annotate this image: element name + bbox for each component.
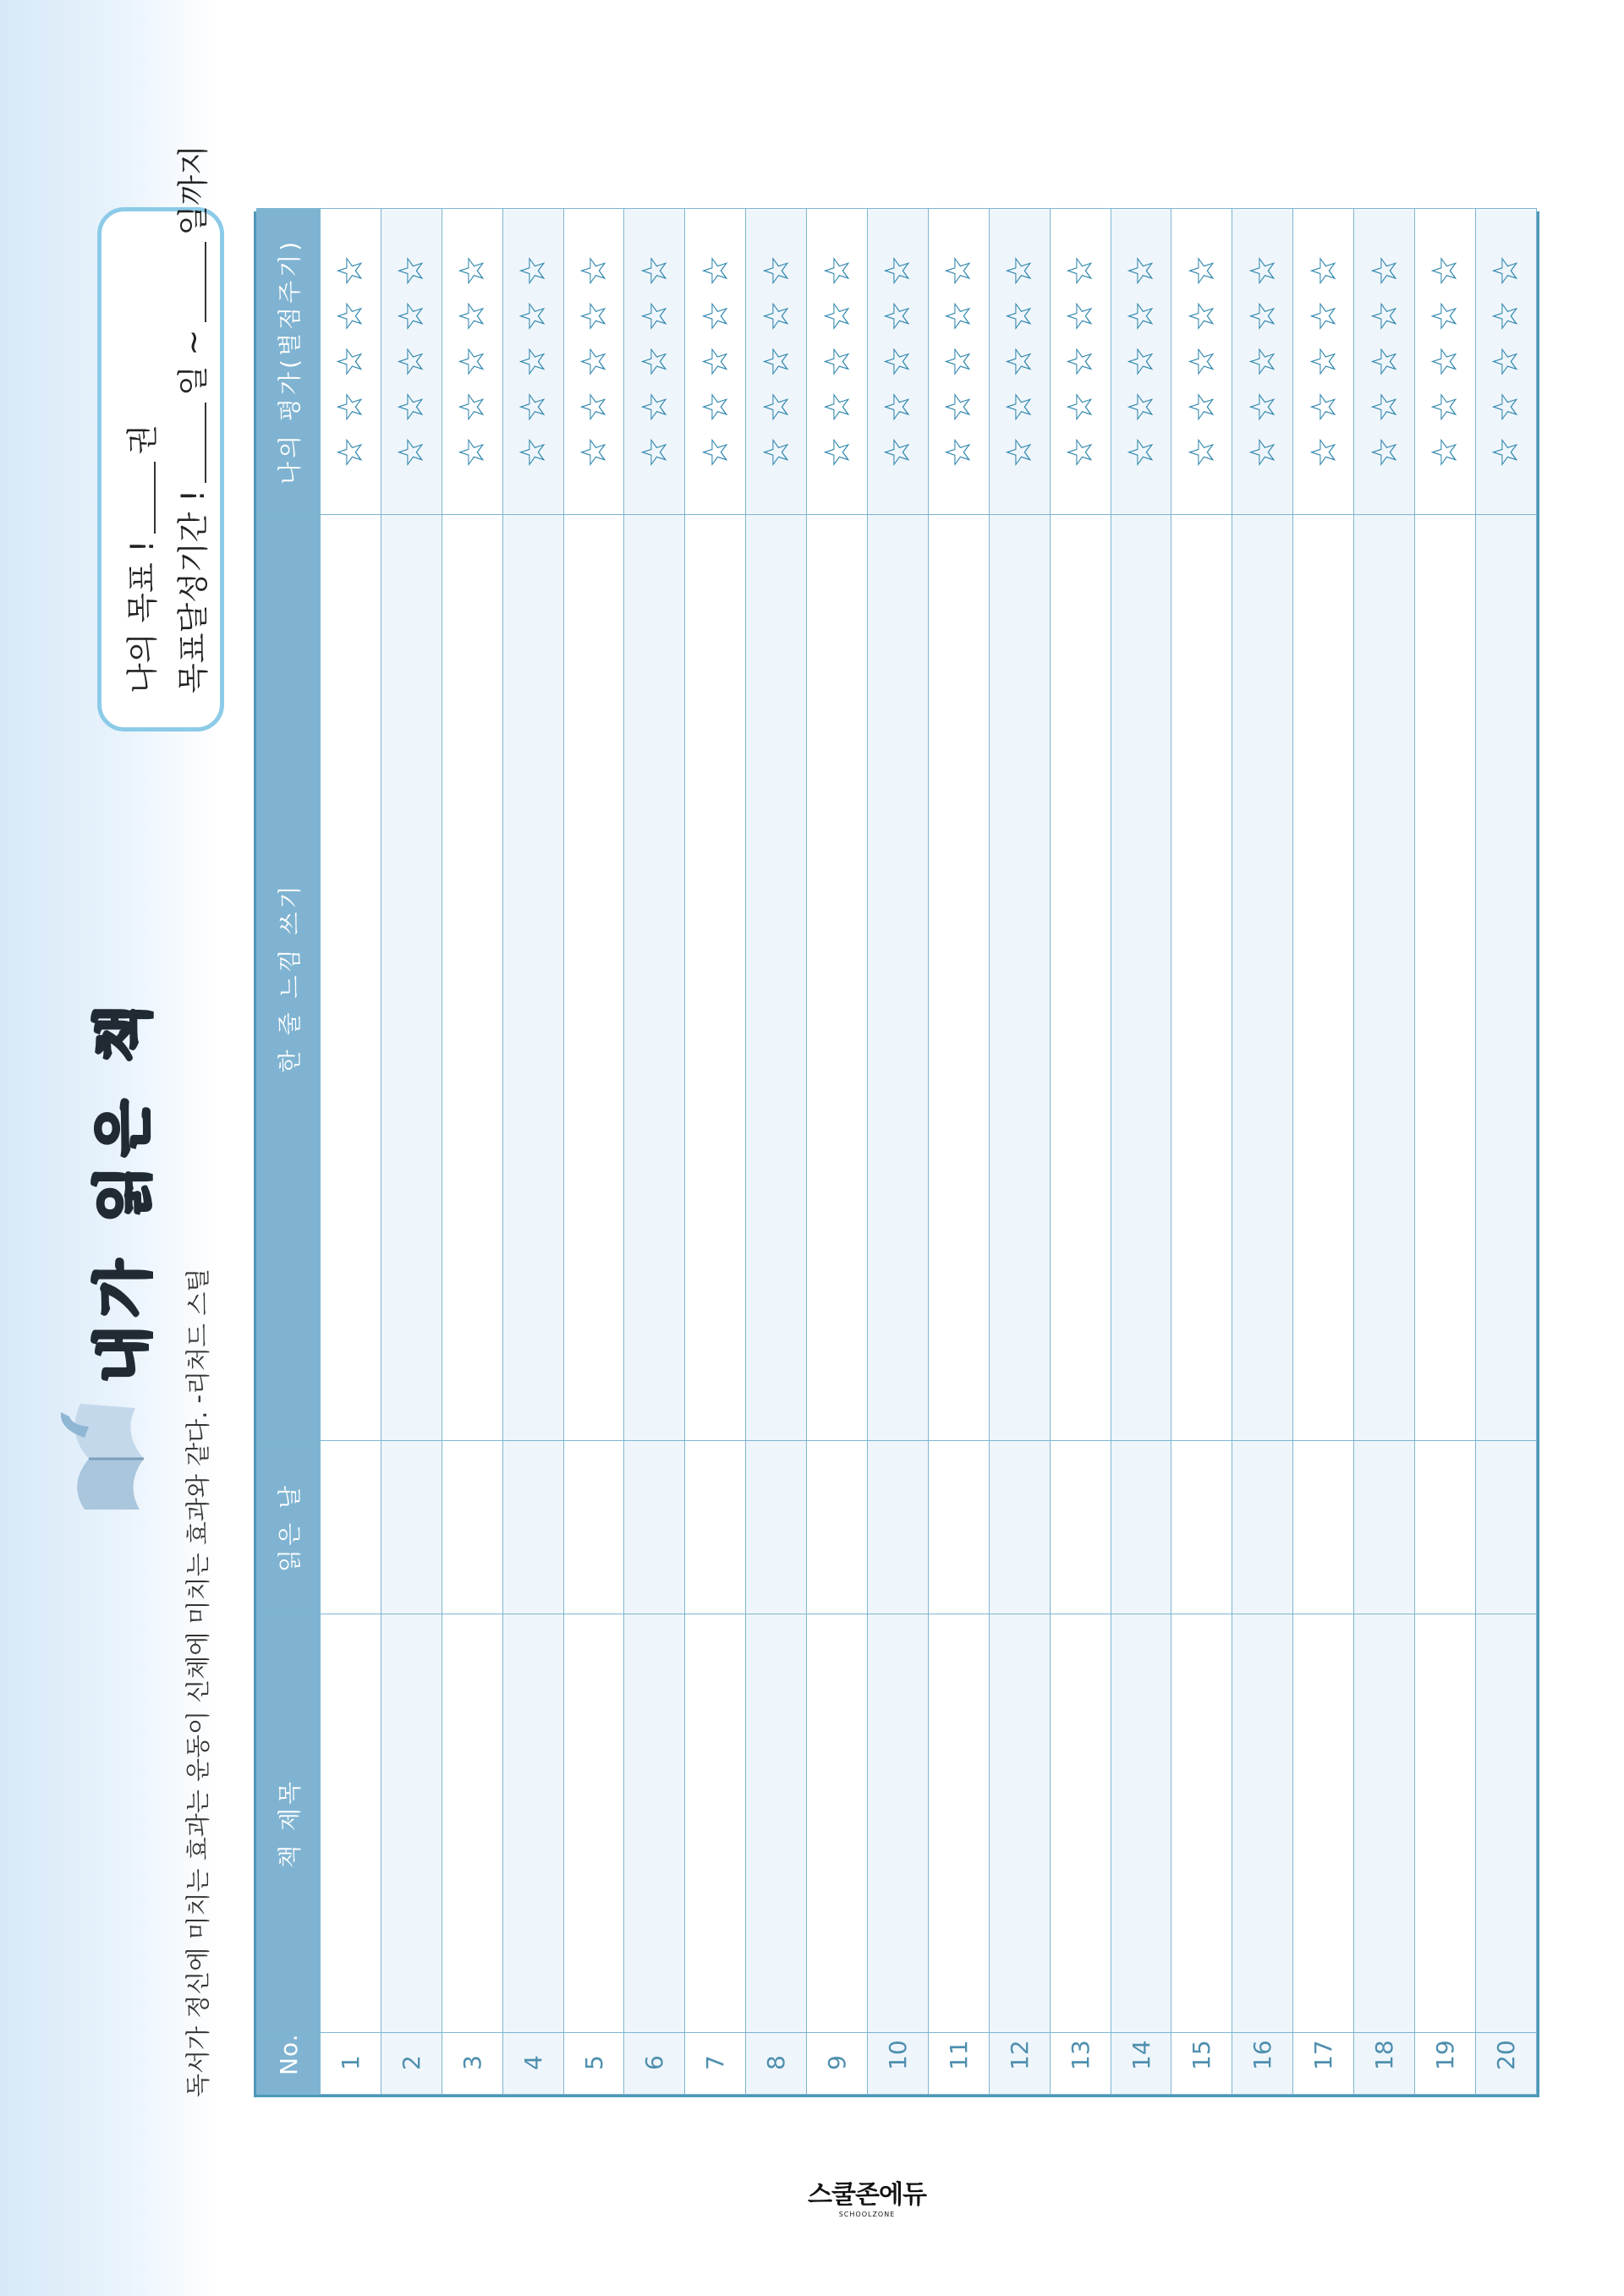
- star-icon[interactable]: ☆: [512, 391, 554, 423]
- star-icon[interactable]: ☆: [1484, 300, 1527, 332]
- read-date-cell[interactable]: [442, 1441, 502, 1614]
- rating-cell: [502, 209, 563, 515]
- star-icon[interactable]: ☆: [998, 436, 1040, 469]
- star-icon[interactable]: ☆: [815, 345, 858, 378]
- comment-cell[interactable]: [1171, 515, 1232, 1441]
- row-number: 13: [1050, 2033, 1111, 2095]
- star-icon[interactable]: ☆: [1241, 391, 1283, 423]
- star-icon[interactable]: ☆: [1363, 345, 1405, 378]
- star-icon[interactable]: ☆: [876, 436, 919, 469]
- star-icon[interactable]: ☆: [815, 436, 858, 469]
- table-row: [685, 209, 746, 2095]
- row-number: 19: [1415, 2033, 1476, 2095]
- comment-cell[interactable]: [989, 515, 1050, 1441]
- comment-cell[interactable]: [442, 515, 502, 1441]
- read-date-cell[interactable]: [746, 1441, 807, 1614]
- star-icon[interactable]: ☆: [937, 391, 979, 423]
- star-icon[interactable]: ☆: [390, 255, 432, 288]
- comment-cell[interactable]: [1475, 515, 1536, 1441]
- star-icon[interactable]: ☆: [390, 300, 432, 332]
- rating-cell: [1354, 209, 1415, 515]
- table-row: [1232, 209, 1293, 2095]
- table-row: [381, 209, 442, 2095]
- star-icon[interactable]: ☆: [694, 345, 736, 378]
- read-date-cell[interactable]: [868, 1441, 929, 1614]
- rating-cell: [1415, 209, 1476, 515]
- star-icon[interactable]: ☆: [573, 436, 614, 469]
- star-icon[interactable]: ☆: [329, 255, 371, 288]
- star-icon[interactable]: ☆: [390, 436, 432, 469]
- read-date-cell[interactable]: [502, 1441, 563, 1614]
- period-mid: 일 ~: [175, 329, 211, 396]
- star-icon[interactable]: ☆: [1059, 436, 1101, 469]
- rating-cell: [928, 209, 989, 515]
- goal-period-line: [167, 145, 213, 693]
- reading-log-table: [254, 211, 1539, 2097]
- rating-cell: [321, 209, 381, 515]
- comment-cell[interactable]: [868, 515, 929, 1441]
- row-number: 7: [685, 2033, 746, 2095]
- star-icon[interactable]: ☆: [998, 300, 1040, 332]
- row-number: 1: [321, 2033, 381, 2095]
- schoolzone-logo: [808, 2173, 926, 2218]
- rating-cell: [685, 209, 746, 515]
- star-icon[interactable]: ☆: [512, 255, 554, 288]
- book-title-cell[interactable]: [807, 1614, 868, 2033]
- read-date-cell[interactable]: [989, 1441, 1050, 1614]
- read-date-cell[interactable]: [928, 1441, 989, 1614]
- rating-cell: [381, 209, 442, 515]
- row-number: 16: [1232, 2033, 1293, 2095]
- goal-box: [97, 145, 224, 732]
- star-icon[interactable]: ☆: [1424, 436, 1466, 469]
- star-icon[interactable]: ☆: [754, 391, 797, 423]
- comment-cell[interactable]: [746, 515, 807, 1441]
- row-number: 2: [381, 2033, 442, 2095]
- read-date-cell[interactable]: [381, 1441, 442, 1614]
- row-number: 5: [563, 2033, 624, 2095]
- book-title-cell[interactable]: [1171, 1614, 1232, 2033]
- column-header-comment: 한 줄 느낌 쓰기: [257, 515, 321, 1441]
- comment-cell[interactable]: [321, 515, 381, 1441]
- star-icon[interactable]: ☆: [754, 345, 797, 378]
- read-date-cell[interactable]: [1111, 1441, 1171, 1614]
- star-icon[interactable]: ☆: [329, 300, 371, 332]
- column-header-title: 책 제목: [257, 1614, 321, 2033]
- star-icon[interactable]: ☆: [512, 345, 554, 378]
- star-icon[interactable]: ☆: [998, 345, 1040, 378]
- star-icon[interactable]: ☆: [573, 345, 614, 378]
- star-icon[interactable]: ☆: [998, 391, 1040, 423]
- comment-cell[interactable]: [502, 515, 563, 1441]
- star-icon[interactable]: ☆: [694, 391, 736, 423]
- star-icon[interactable]: ☆: [1484, 255, 1527, 288]
- star-icon[interactable]: ☆: [937, 345, 979, 378]
- rating-cell: [807, 209, 868, 515]
- star-icon[interactable]: ☆: [876, 255, 919, 288]
- star-icon[interactable]: ☆: [1180, 255, 1222, 288]
- star-icon[interactable]: ☆: [876, 345, 919, 378]
- star-icon[interactable]: ☆: [694, 436, 736, 469]
- book-title-cell[interactable]: [989, 1614, 1050, 2033]
- rating-cell: [989, 209, 1050, 515]
- star-icon[interactable]: ☆: [451, 345, 493, 378]
- book-title-cell[interactable]: [746, 1614, 807, 2033]
- table-row: [624, 209, 685, 2095]
- star-icon[interactable]: ☆: [1059, 300, 1101, 332]
- star-icon[interactable]: ☆: [815, 255, 858, 288]
- star-icon[interactable]: ☆: [1241, 255, 1283, 288]
- star-icon[interactable]: ☆: [1424, 391, 1466, 423]
- table-row: [746, 209, 807, 2095]
- star-icon[interactable]: ☆: [573, 300, 614, 332]
- star-icon[interactable]: ☆: [1302, 391, 1344, 423]
- comment-cell[interactable]: [1354, 515, 1415, 1441]
- table-row: [1415, 209, 1476, 2095]
- rating-cell: [1111, 209, 1171, 515]
- table-row: [989, 209, 1050, 2095]
- star-icon[interactable]: ☆: [815, 300, 858, 332]
- row-number: 20: [1475, 2033, 1536, 2095]
- table-row: [563, 209, 624, 2095]
- book-title-cell[interactable]: [381, 1614, 442, 2033]
- comment-cell[interactable]: [1293, 515, 1354, 1441]
- rating-cell: [746, 209, 807, 515]
- page-title: 내가 읽은 책: [89, 996, 158, 1383]
- table-row: [928, 209, 989, 2095]
- star-icon[interactable]: ☆: [512, 300, 554, 332]
- star-icon[interactable]: ☆: [1302, 436, 1344, 469]
- read-date-cell[interactable]: [321, 1441, 381, 1614]
- star-icon[interactable]: ☆: [451, 255, 493, 288]
- star-icon[interactable]: ☆: [1120, 300, 1162, 332]
- rating-cell: [1050, 209, 1111, 515]
- comment-cell[interactable]: [381, 515, 442, 1441]
- star-icon[interactable]: ☆: [390, 391, 432, 423]
- comment-cell[interactable]: [624, 515, 685, 1441]
- comment-cell[interactable]: [1232, 515, 1293, 1441]
- star-icon[interactable]: ☆: [1363, 255, 1405, 288]
- column-header-date: 읽은 날: [257, 1441, 321, 1614]
- read-date-cell[interactable]: [807, 1441, 868, 1614]
- star-icon[interactable]: ☆: [1059, 345, 1101, 378]
- book-title-cell[interactable]: [563, 1614, 624, 2033]
- book-title-cell[interactable]: [321, 1614, 381, 2033]
- book-title-cell[interactable]: [1232, 1614, 1293, 2033]
- rating-cell: [1475, 209, 1536, 515]
- star-icon[interactable]: ☆: [1120, 345, 1162, 378]
- star-icon[interactable]: ☆: [754, 436, 797, 469]
- read-date-cell[interactable]: [1475, 1441, 1536, 1614]
- read-date-cell[interactable]: [1171, 1441, 1232, 1614]
- read-date-cell[interactable]: [1415, 1441, 1476, 1614]
- table-row: [868, 209, 929, 2095]
- table-row: [1171, 209, 1232, 2095]
- comment-cell[interactable]: [1415, 515, 1476, 1441]
- book-title-cell[interactable]: [1354, 1614, 1415, 2033]
- book-title-cell[interactable]: [502, 1614, 563, 2033]
- star-icon[interactable]: ☆: [1484, 391, 1527, 423]
- book-title-cell[interactable]: [1475, 1614, 1536, 2033]
- row-number: 9: [807, 2033, 868, 2095]
- star-icon[interactable]: ☆: [815, 391, 858, 423]
- read-date-cell[interactable]: [563, 1441, 624, 1614]
- row-number: 4: [502, 2033, 563, 2095]
- read-date-cell[interactable]: [1354, 1441, 1415, 1614]
- row-number: 12: [989, 2033, 1050, 2095]
- star-icon[interactable]: ☆: [329, 436, 371, 469]
- star-icon[interactable]: ☆: [998, 255, 1040, 288]
- star-icon[interactable]: ☆: [451, 436, 493, 469]
- star-icon[interactable]: ☆: [1180, 300, 1222, 332]
- star-icon[interactable]: ☆: [754, 300, 797, 332]
- star-icon[interactable]: ☆: [1241, 345, 1283, 378]
- star-icon[interactable]: ☆: [633, 345, 675, 378]
- row-number: 8: [746, 2033, 807, 2095]
- comment-cell[interactable]: [685, 515, 746, 1441]
- read-date-cell[interactable]: [685, 1441, 746, 1614]
- star-icon[interactable]: ☆: [876, 391, 919, 423]
- read-date-cell[interactable]: [1050, 1441, 1111, 1614]
- row-number: 3: [442, 2033, 502, 2095]
- table-row: [1475, 209, 1536, 2095]
- star-icon[interactable]: ☆: [573, 391, 614, 423]
- star-icon[interactable]: ☆: [633, 436, 675, 469]
- table-row: [1354, 209, 1415, 2095]
- goal-count-line: [117, 425, 162, 693]
- open-book-icon: [51, 1391, 152, 1518]
- book-title-cell[interactable]: [1293, 1614, 1354, 2033]
- table-row: [502, 209, 563, 2095]
- star-icon[interactable]: ☆: [1302, 345, 1344, 378]
- star-icon[interactable]: ☆: [1241, 300, 1283, 332]
- star-icon[interactable]: ☆: [1424, 255, 1466, 288]
- read-date-cell[interactable]: [624, 1441, 685, 1614]
- star-icon[interactable]: ☆: [1484, 345, 1527, 378]
- table-row: [1111, 209, 1171, 2095]
- star-icon[interactable]: ☆: [1180, 345, 1222, 378]
- column-header-rating: 나의 평가(별점주기): [257, 209, 321, 515]
- book-title-cell[interactable]: [685, 1614, 746, 2033]
- logo-text: 스쿨존에듀: [808, 2180, 926, 2210]
- star-icon[interactable]: ☆: [1059, 391, 1101, 423]
- star-icon[interactable]: ☆: [329, 391, 371, 423]
- star-icon[interactable]: ☆: [451, 391, 493, 423]
- row-number: 17: [1293, 2033, 1354, 2095]
- row-number: 14: [1111, 2033, 1171, 2095]
- table-row: [442, 209, 502, 2095]
- star-icon[interactable]: ☆: [1241, 436, 1283, 469]
- book-title-cell[interactable]: [928, 1614, 989, 2033]
- rating-cell: [563, 209, 624, 515]
- read-date-cell[interactable]: [1232, 1441, 1293, 1614]
- table-row: [1050, 209, 1111, 2095]
- period-end: 일까지: [175, 145, 211, 236]
- reading-quote: 독서가 정신에 미치는 효과는 운동이 신체에 미치는 효과와 같다. -리처드 스틸: [184, 1268, 212, 2097]
- table-header-row: [257, 209, 321, 2095]
- comment-cell[interactable]: [928, 515, 989, 1441]
- book-title-cell[interactable]: [442, 1614, 502, 2033]
- book-title-cell[interactable]: [1050, 1614, 1111, 2033]
- star-icon[interactable]: ☆: [512, 436, 554, 469]
- star-icon[interactable]: ☆: [754, 255, 797, 288]
- star-icon[interactable]: ☆: [451, 300, 493, 332]
- star-icon[interactable]: ☆: [1120, 255, 1162, 288]
- rating-cell: [1232, 209, 1293, 515]
- period-label: 목표달성기간 !: [175, 489, 211, 693]
- goal-unit: 권: [124, 424, 161, 455]
- read-date-cell[interactable]: [1293, 1441, 1354, 1614]
- book-title-cell[interactable]: [1415, 1614, 1476, 2033]
- goal-count-blank: [153, 462, 156, 534]
- period-end-blank: [204, 242, 206, 322]
- rating-cell: [442, 209, 502, 515]
- star-icon[interactable]: ☆: [1302, 255, 1344, 288]
- logo-subtext: SCHOOLZONE: [838, 2211, 896, 2218]
- star-icon[interactable]: ☆: [1363, 436, 1405, 469]
- rating-cell: [1293, 209, 1354, 515]
- star-icon[interactable]: ☆: [1424, 345, 1466, 378]
- star-icon[interactable]: ☆: [1363, 300, 1405, 332]
- comment-cell[interactable]: [1050, 515, 1111, 1441]
- comment-cell[interactable]: [563, 515, 624, 1441]
- row-number: 6: [624, 2033, 685, 2095]
- star-icon[interactable]: ☆: [573, 255, 614, 288]
- star-icon[interactable]: ☆: [1120, 436, 1162, 469]
- table-row: [321, 209, 381, 2095]
- star-icon[interactable]: ☆: [1424, 300, 1466, 332]
- book-title-cell[interactable]: [1111, 1614, 1171, 2033]
- star-icon[interactable]: ☆: [1180, 391, 1222, 423]
- star-icon[interactable]: ☆: [633, 391, 675, 423]
- column-header-no: No.: [257, 2033, 321, 2095]
- star-icon[interactable]: ☆: [633, 255, 675, 288]
- star-icon[interactable]: ☆: [1180, 436, 1222, 469]
- star-icon[interactable]: ☆: [329, 345, 371, 378]
- star-icon[interactable]: ☆: [694, 300, 736, 332]
- table-row: [807, 209, 868, 2095]
- star-icon[interactable]: ☆: [1120, 391, 1162, 423]
- star-icon[interactable]: ☆: [876, 300, 919, 332]
- book-title-cell[interactable]: [868, 1614, 929, 2033]
- star-icon[interactable]: ☆: [1484, 436, 1527, 469]
- rating-cell: [1171, 209, 1232, 515]
- star-icon[interactable]: ☆: [1059, 255, 1101, 288]
- row-number: 18: [1354, 2033, 1415, 2095]
- row-number: 11: [928, 2033, 989, 2095]
- period-start-blank: [204, 403, 206, 483]
- row-number: 10: [868, 2033, 929, 2095]
- rating-cell: [624, 209, 685, 515]
- table-row: [1293, 209, 1354, 2095]
- star-icon[interactable]: ☆: [694, 255, 736, 288]
- star-icon[interactable]: ☆: [937, 436, 979, 469]
- star-icon[interactable]: ☆: [1302, 300, 1344, 332]
- star-icon[interactable]: ☆: [390, 345, 432, 378]
- star-icon[interactable]: ☆: [633, 300, 675, 332]
- comment-cell[interactable]: [1111, 515, 1171, 1441]
- star-icon[interactable]: ☆: [937, 255, 979, 288]
- star-icon[interactable]: ☆: [937, 300, 979, 332]
- goal-label: 나의 목표 !: [124, 540, 161, 693]
- rating-cell: [868, 209, 929, 515]
- star-icon[interactable]: ☆: [1363, 391, 1405, 423]
- book-title-cell[interactable]: [624, 1614, 685, 2033]
- row-number: 15: [1171, 2033, 1232, 2095]
- comment-cell[interactable]: [807, 515, 868, 1441]
